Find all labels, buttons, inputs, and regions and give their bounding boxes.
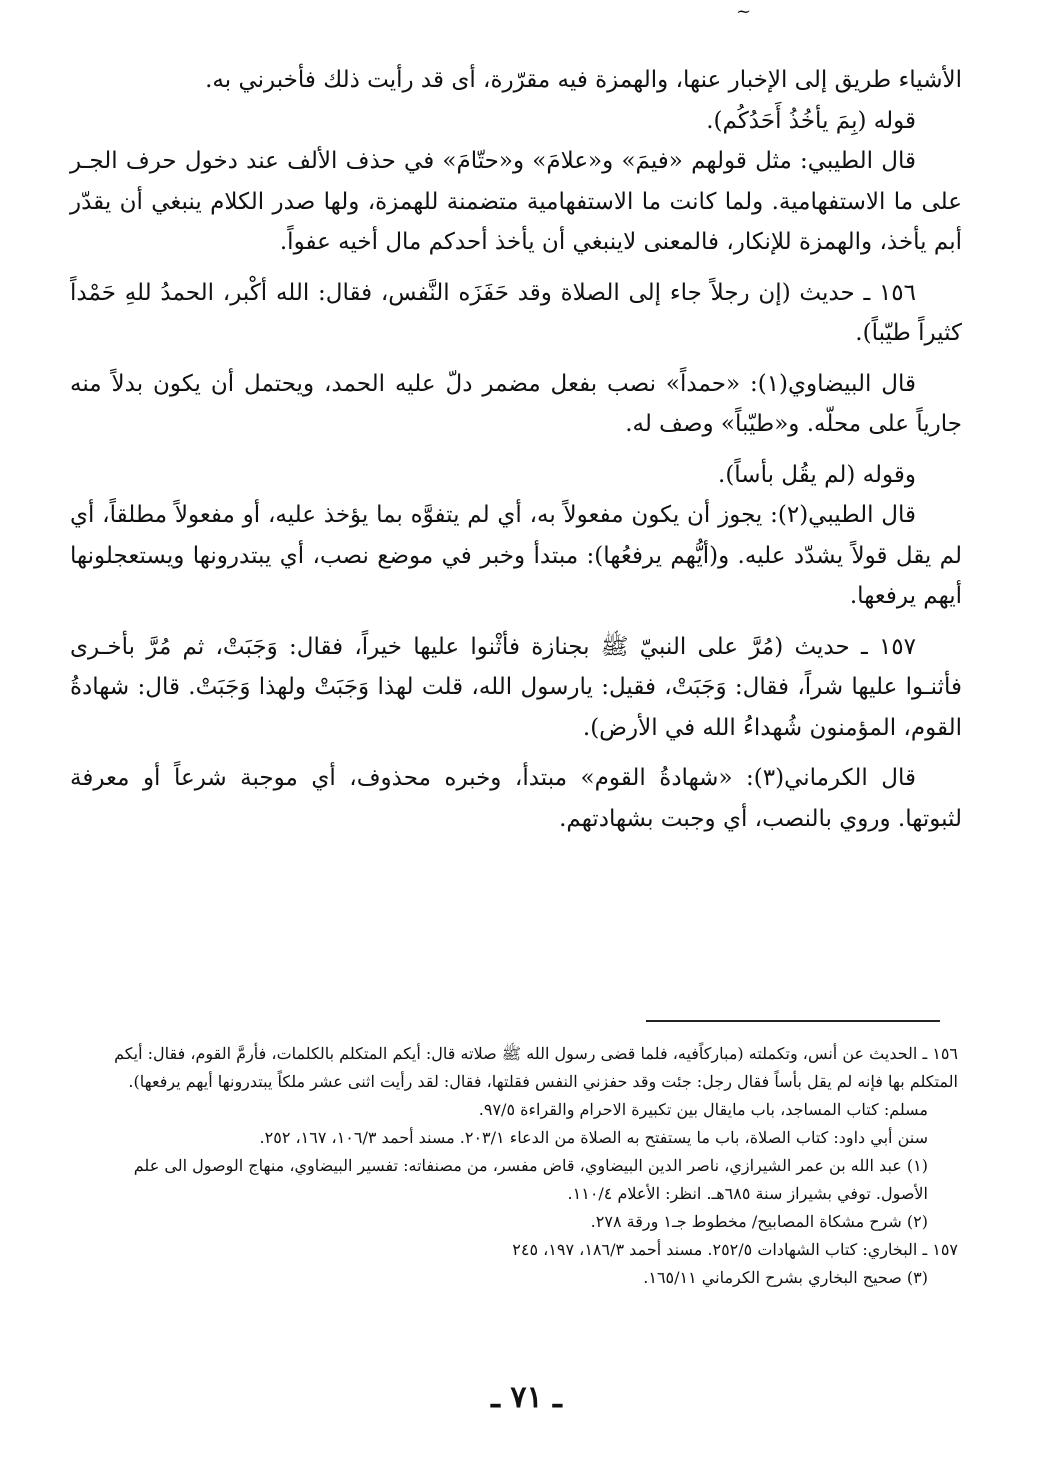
body-paragraph-6: وقوله (لم يقُل بأساً).: [718, 461, 916, 488]
body-paragraph-2: قوله (بِمَ يأخُذُ أَحَدُكُم).: [706, 107, 916, 134]
footnote-156: ١٥٦ ـ الحديث عن أنس، وتكملته (مباركاًفيه، فلما قضى رسول الله ﷺ صلاته قال: أيكم المتكلم بالكلمات، فأرمَّ القوم، فقال: أيكم المتكلم بها فإنه لم يقل بأساً فقال رجل: جئت وقد حفزني النفس فقلتها، فقال: لقد رأيت اثنى عشر ملكاً يبتدرونها أيهم يرفعها).: [114, 1044, 958, 1091]
footnote-1: (١) عبد الله بن عمر الشيرازي، ناصر الدين البيضاوي، قاض مفسر، من مصنفاته: تفسير البيضاوي، منهاج الوصول الى علم الأصول. توفي بشيراز سنة ٦٨٥هـ. انظر: الأعلام ١١٠/٤.: [133, 1156, 928, 1203]
hadith-156: ١٥٦ ـ حديث (إن رجلاً جاء إلى الصلاة وقد حَفَزَه النَّفس، فقال: الله أكْبر، الحمدُ للهِ حَمْداً كثيراً طيّباً).: [70, 279, 962, 346]
body-paragraph-1: الأشياء طريق إلى الإخبار عنها، والهمزة فيه مقرّرة، أى قد رأيت ذلك فأخبرني به.: [205, 67, 962, 93]
footnote-157: ١٥٧ ـ البخاري: كتاب الشهادات ٢٥٢/٥. مسند أحمد ١٨٦/٣، ١٩٧، ٢٤٥: [512, 1240, 958, 1259]
footnote-separator: [646, 1020, 940, 1022]
body-paragraph-5: قال البيضاوي(١): «حمداً» نصب بفعل مضمر دلّ عليه الحمد، ويحتمل أن يكون بدلاً منه جارياً على محلّه. و«طيّباً» وصف له.: [70, 370, 962, 437]
footnote-abu-dawud: سنن أبي داود: كتاب الصلاة، باب ما يستفتح به الصلاة من الدعاء ٢٠٣/١. مسند أحمد ١٠٦/٣، ١٦٧، ٢٥٢.: [259, 1128, 928, 1147]
page-number: ـ ٧١ ـ: [491, 1380, 562, 1415]
body-paragraph-7: قال الطيبي(٢): يجوز أن يكون مفعولاً به، أي لم يتفوَّه بما يؤخذ عليه، أو مفعولاً مطلقاً، أي لم يقل قولاً يشدّد عليه. و(أيُّهم يرفعُها): مبتدأ وخبر في موضع نصب، أي يبتدرونها ويستعجلونها أيهم يرفعها.: [70, 502, 962, 609]
main-text: [70, 60, 962, 839]
body-paragraph-3: قال الطيبي: مثل قولهم «فيمَ» و«علامَ» و«حتّامَ» في حذف الألف عند دخول حرف الجـر على ما الاستفهامية. ولما كانت ما الاستفهامية متضمنة للهمزة، ولها صدر الكلام ينبغي أن يقدّر أبم يأخذ، والهمزة للإنكار، فالمعنى لاينبغي أن يأخذ أحدكم مال أخيه عفواً.: [70, 148, 962, 255]
body-paragraph-9: قال الكرماني(٣): «شهادةُ القوم» مبتدأ، وخبره محذوف، أي موجبة شرعاً أو معرفة لثبوتها. وروي بالنصب، أي وجبت بشهادتهم.: [70, 765, 962, 832]
footnote-2: (٢) شرح مشكاة المصابيح/ مخطوط جـ١ ورقة ٢٧٨.: [590, 1212, 928, 1231]
footnotes: [80, 1040, 958, 1292]
hadith-157: ١٥٧ ـ حديث (مُرَّ على النبيّ ﷺ بجنازة فأثْنوا عليها خيراً، فقال: وَجَبَتْ، ثم مُرَّ بأخـرى فأثنـوا عليها شراً، فقال: وَجَبَتْ، فقيل: يارسول الله، قلت لهذا وَجَبَتْ ولهذا وَجَبَتْ. قال: شهادةُ القوم، المؤمنون شُهداءُ الله في الأرض).: [70, 633, 962, 741]
footnote-muslim: مسلم: كتاب المساجد، باب مايقال بين تكبيرة الاحرام والقراءة ٩٧/٥.: [478, 1100, 928, 1119]
top-mark: ~: [736, 1, 752, 22]
footnote-3: (٣) صحيح البخاري بشرح الكرماني ١٦٥/١١.: [643, 1268, 928, 1287]
